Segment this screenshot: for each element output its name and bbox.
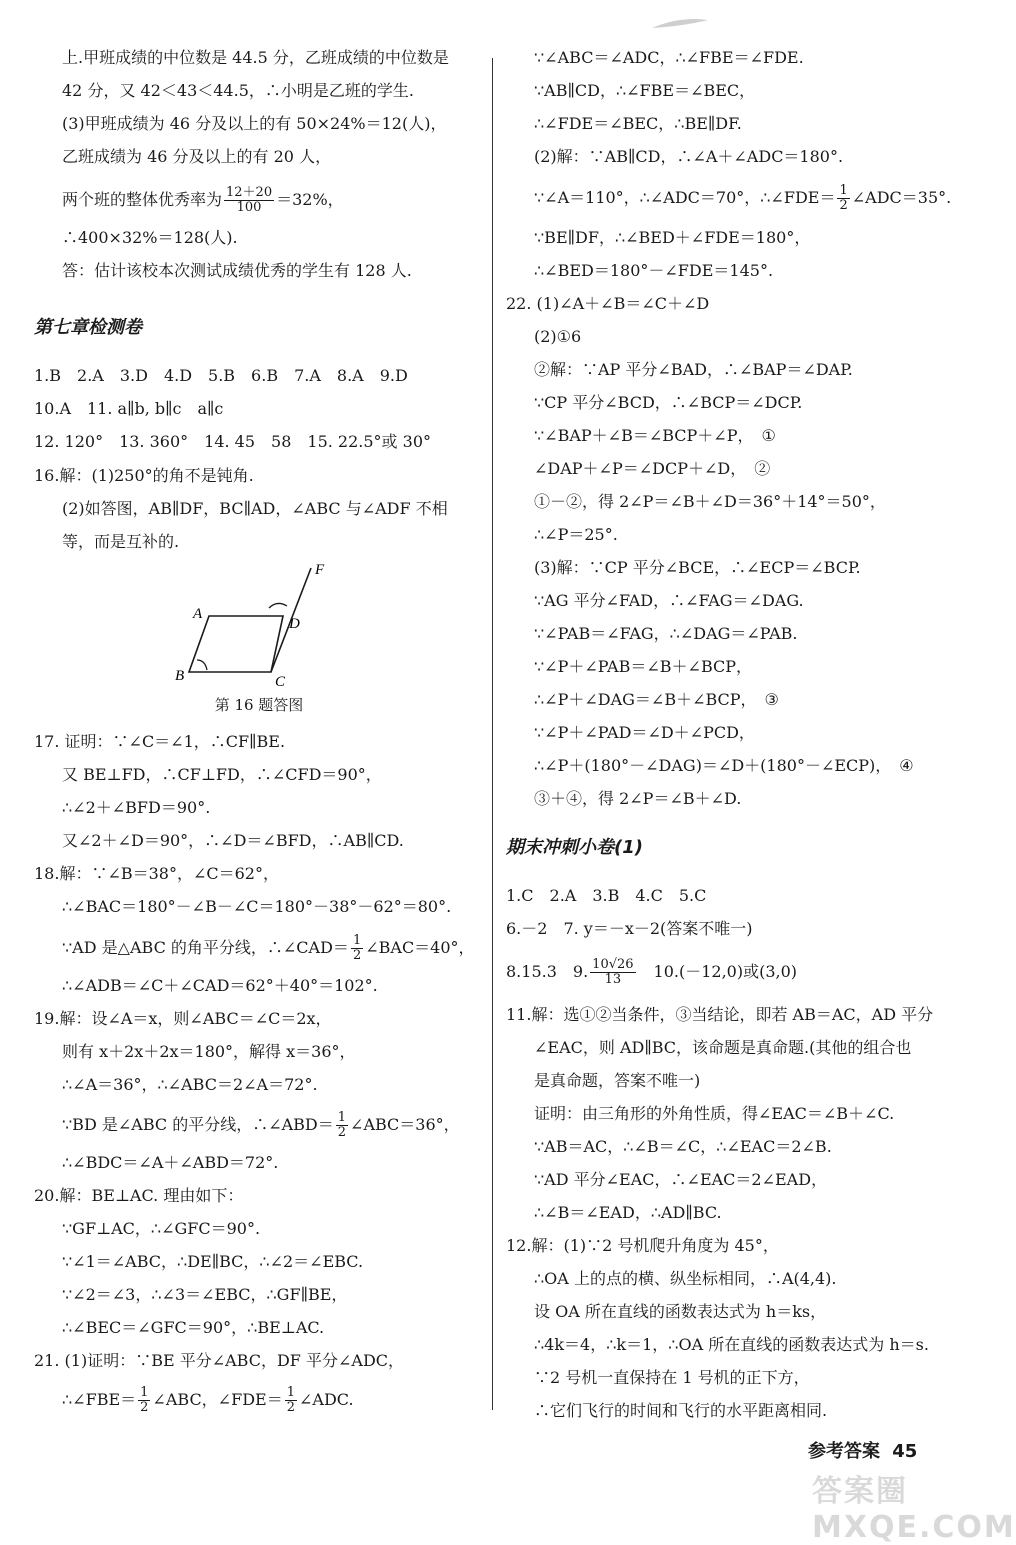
text-segment: 两个班的整体优秀率为 xyxy=(62,190,223,209)
fraction-numerator: 1 xyxy=(286,1385,295,1400)
text-segment: 8.15.3 9. xyxy=(506,962,589,981)
text-line: ∵AB＝AC，∴∠B＝∠C，∴∠EAC＝2∠B. xyxy=(534,1137,832,1156)
fraction xyxy=(837,184,849,213)
text-line: 11.解：选①②当条件，③当结论，即若 AB＝AC，AD 平分 xyxy=(506,1005,934,1024)
text-line: ∠DAP＋∠P＝∠DCP＋∠D， ② xyxy=(534,459,771,478)
text-line xyxy=(34,934,484,963)
fraction xyxy=(138,1386,150,1415)
text-line: ∵2 号机一直保持在 1 号机的正下方， xyxy=(534,1368,810,1387)
text-line: 16.解：(1)250°的角不是钝角. xyxy=(34,466,254,485)
text-line: (3)解：∵CP 平分∠BCE，∴∠ECP＝∠BCP. xyxy=(534,558,861,577)
text-line: 10.A 11. a∥b, b∥c a∥c xyxy=(34,399,224,418)
figure-caption: 第 16 题答图 xyxy=(214,696,304,714)
text-line: ∴4k＝4，∴k＝1，∴OA 所在直线的函数表达式为 h＝s. xyxy=(534,1335,929,1354)
text-line: 1.B 2.A 3.D 4.D 5.B 6.B 7.A 8.A 9.D xyxy=(34,366,408,385)
text-line xyxy=(34,1386,484,1415)
text-line: 21. (1)证明：∵BE 平分∠ABC，DF 平分∠ADC， xyxy=(34,1351,405,1370)
text-line: 设 OA 所在直线的函数表达式为 h＝ks， xyxy=(534,1302,827,1321)
text-line: ∴∠A＝36°，∴∠ABC＝2∠A＝72°. xyxy=(62,1075,318,1094)
label-C: C xyxy=(275,674,286,690)
text-line: ∵∠PAB＝∠FAG，∴∠DAG＝∠PAB. xyxy=(534,624,798,643)
text-line: ∵∠BAP＋∠B＝∠BCP＋∠P， ① xyxy=(534,426,776,445)
text-line: 12. 120° 13. 360° 14. 45 58 15. 22.5°或 30° xyxy=(34,432,431,451)
text-line: 又∠2＋∠D＝90°，∴∠D＝∠BFD，∴AB∥CD. xyxy=(62,831,404,850)
text-line: ∴∠P＝25°. xyxy=(534,525,618,544)
text-segment: ∵BD 是∠ABC 的平分线，∴∠ABD＝ xyxy=(62,1115,334,1134)
fraction xyxy=(590,958,635,987)
text-line: ∵∠1＝∠ABC，∴DE∥BC，∴∠2＝∠EBC. xyxy=(62,1252,364,1271)
text-line: ∵AG 平分∠FAD，∴∠FAG＝∠DAG. xyxy=(534,591,804,610)
text-segment: ∠ABC，∠FDE＝ xyxy=(152,1390,283,1409)
figure-16 xyxy=(34,560,484,715)
section-heading: 第七章检测卷 xyxy=(34,317,142,338)
text-line: ∴∠FDE＝∠BEC，∴BE∥DF. xyxy=(534,114,742,133)
text-line: ∵AD 平分∠EAC，∴∠EAC＝2∠EAD， xyxy=(534,1170,828,1189)
text-line: 证明：由三角形的外角性质，得∠EAC＝∠B＋∠C. xyxy=(534,1104,895,1123)
label-B: B xyxy=(175,668,185,684)
text-segment: 10.(－12,0)或(3,0) xyxy=(637,962,798,981)
label-A: A xyxy=(193,606,203,622)
text-line: ∴它们飞行的时间和飞行的水平距离相同. xyxy=(534,1401,828,1420)
label-D: D xyxy=(289,616,300,632)
text-line: ∴∠BED＝180°－∠FDE＝145°. xyxy=(534,261,774,280)
label-F: F xyxy=(315,562,325,578)
fraction-denominator: 13 xyxy=(604,972,622,987)
text-segment: ∴∠FBE＝ xyxy=(62,1390,137,1409)
text-line: ∵∠P＋∠PAD＝∠D＋∠PCD， xyxy=(534,723,755,742)
text-segment: ∵∠A＝110°，∴∠ADC＝70°，∴∠FDE＝ xyxy=(534,188,836,207)
text-line: (2)①6 xyxy=(534,327,582,346)
page-decoration xyxy=(650,14,710,38)
fraction-denominator: 2 xyxy=(839,198,848,213)
fraction-denominator: 2 xyxy=(286,1400,295,1415)
text-line: ∴∠2＋∠BFD＝90°. xyxy=(62,798,211,817)
text-line: ∴∠BDC＝∠A＋∠ABD＝72°. xyxy=(62,1153,279,1172)
fraction-numerator: 1 xyxy=(352,933,362,948)
text-line: 则有 x＋2x＋2x＝180°，解得 x＝36°， xyxy=(62,1042,356,1061)
text-line: ∴∠B＝∠EAD，∴AD∥BC. xyxy=(534,1203,722,1222)
text-line: ∴∠P＋(180°－∠DAG)＝∠D＋(180°－∠ECP)， ④ xyxy=(534,756,914,775)
column-divider xyxy=(492,58,493,1410)
text-line xyxy=(34,1111,484,1140)
text-line: 22. (1)∠A＋∠B＝∠C＋∠D xyxy=(506,294,710,313)
watermark: 答案圈 MXQE.COM xyxy=(812,1474,1016,1545)
text-line xyxy=(34,186,484,215)
fraction-numerator: 12＋20 xyxy=(226,185,273,200)
fraction-denominator: 2 xyxy=(352,948,362,963)
text-line: ∵BE∥DF，∴∠BED＋∠FDE＝180°， xyxy=(534,228,811,247)
text-line: 17. 证明：∵∠C＝∠1，∴CF∥BE. xyxy=(34,732,286,751)
text-line: 上.甲班成绩的中位数是 44.5 分，乙班成绩的中位数是 xyxy=(62,48,449,67)
text-line: ∵∠ABC＝∠ADC，∴∠FBE＝∠FDE. xyxy=(534,48,804,67)
text-segment: ＝32%， xyxy=(276,190,344,209)
text-line: 18.解：∵∠B＝38°，∠C＝62°， xyxy=(34,864,279,883)
section-heading: 期末冲刺小卷(1) xyxy=(506,837,643,858)
text-line: 等，而是互补的. xyxy=(62,532,180,551)
text-line: 12.解：(1)∵2 号机爬升角度为 45°， xyxy=(506,1236,779,1255)
text-segment: ∠ADC. xyxy=(298,1390,354,1409)
text-segment: ∠ABC＝36°， xyxy=(350,1115,460,1134)
text-line: ∵GF⊥AC，∴∠GFC＝90°. xyxy=(62,1219,261,1238)
text-line: 答：估计该校本次测试成绩优秀的学生有 128 人. xyxy=(62,261,412,280)
fraction-numerator: 1 xyxy=(839,183,848,198)
fraction xyxy=(224,186,274,215)
fraction-numerator: 1 xyxy=(337,1110,347,1125)
fraction-denominator: 2 xyxy=(337,1125,347,1140)
text-segment: ∵AD 是△ABC 的角平分线，∴∠CAD＝ xyxy=(62,938,349,957)
text-line: (2)如答图，AB∥DF，BC∥AD，∠ABC 与∠ADF 不相 xyxy=(62,499,448,518)
text-segment: ∠ADC＝35°. xyxy=(851,188,952,207)
text-line: (2)解：∵AB∥CD，∴∠A＋∠ADC＝180°. xyxy=(534,147,844,166)
text-line: 乙班成绩为 46 分及以上的有 20 人， xyxy=(62,147,332,166)
page-number: 45 xyxy=(892,1441,918,1462)
fraction xyxy=(351,934,363,963)
text-line: 42 分，又 42＜43＜44.5，∴小明是乙班的学生. xyxy=(62,81,414,100)
text-line: ∵∠P＋∠PAB＝∠B＋∠BCP， xyxy=(534,657,753,676)
fraction-numerator: 1 xyxy=(140,1385,149,1400)
text-line: ∵CP 平分∠BCD，∴∠BCP＝∠DCP. xyxy=(534,393,803,412)
fraction xyxy=(336,1111,348,1140)
fraction xyxy=(285,1386,297,1415)
text-line: ∵AB∥CD，∴∠FBE＝∠BEC， xyxy=(534,81,756,100)
text-line: ②解：∵AP 平分∠BAD，∴∠BAP＝∠DAP. xyxy=(534,360,853,379)
text-line xyxy=(506,958,952,987)
text-line: 19.解：设∠A＝x，则∠ABC＝∠C＝2x， xyxy=(34,1009,332,1028)
text-line: ①－②，得 2∠P＝∠B＋∠D＝36°＋14°＝50°， xyxy=(534,492,886,511)
text-line: ∴∠BEC＝∠GFC＝90°，∴BE⊥AC. xyxy=(62,1318,325,1337)
text-line: 又 BE⊥FD，∴CF⊥FD，∴∠CFD＝90°， xyxy=(62,765,382,784)
page-footer xyxy=(808,1437,917,1463)
text-line: ∴∠BAC＝180°－∠B－∠C＝180°－38°－62°＝80°. xyxy=(62,897,452,916)
text-line: 6.－2 7. y＝－x－2(答案不唯一) xyxy=(506,919,753,938)
text-line: ∴400×32%＝128(人). xyxy=(62,228,238,247)
text-line: ∴∠P＋∠DAG＝∠B＋∠BCP， ③ xyxy=(534,690,779,709)
text-line: 20.解：BE⊥AC. 理由如下： xyxy=(34,1186,244,1205)
text-line: 是真命题，答案不唯一) xyxy=(534,1071,701,1090)
text-line: ③＋④，得 2∠P＝∠B＋∠D. xyxy=(534,789,742,808)
text-line: ∴OA 上的点的横、纵坐标相同，∴A(4,4). xyxy=(534,1269,837,1288)
fraction-denominator: 100 xyxy=(236,200,262,215)
parallelogram-diagram xyxy=(149,560,369,690)
text-line: ∴∠ADB＝∠C＋∠CAD＝62°＋40°＝102°. xyxy=(62,976,378,995)
fraction-denominator: 2 xyxy=(140,1400,149,1415)
text-line: ∠EAC，则 AD∥BC，该命题是真命题.(其他的组合也 xyxy=(534,1038,912,1057)
footer-label: 参考答案 xyxy=(808,1441,880,1462)
text-line: 1.C 2.A 3.B 4.C 5.C xyxy=(506,886,707,905)
text-line: (3)甲班成绩为 46 分及以上的有 50×24%＝12(人)， xyxy=(62,114,447,133)
text-segment: ∠BAC＝40°， xyxy=(365,938,475,957)
text-line: ∵∠2＝∠3，∴∠3＝∠EBC，∴GF∥BE， xyxy=(62,1285,348,1304)
fraction-numerator: 10√26 xyxy=(592,957,634,972)
text-line xyxy=(506,184,952,213)
